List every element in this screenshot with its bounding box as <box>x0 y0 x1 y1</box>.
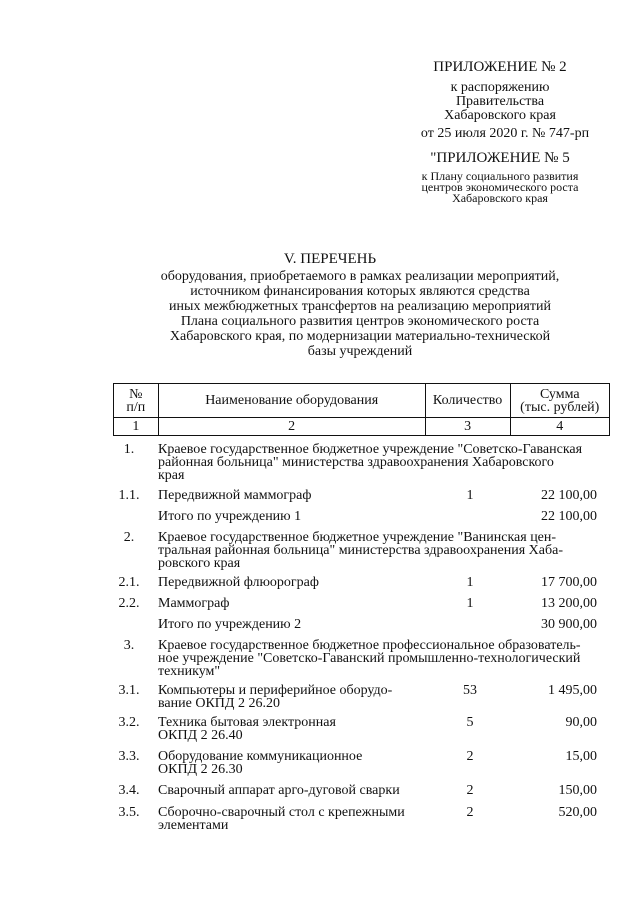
header-index-3: 3 <box>425 418 510 436</box>
equipment-quantity: 53 <box>463 683 477 698</box>
equipment-name <box>158 806 405 832</box>
equipment-quantity: 1 <box>466 596 474 611</box>
row-number: 1.1. <box>118 488 140 503</box>
order-date: от 25 июля 2020 г. № 747-рп <box>420 126 590 141</box>
institution-name <box>158 531 563 570</box>
table-header <box>113 383 610 436</box>
institution-line: Краевое государственное бюджетное учреждение "Советско-Гаванская <box>158 442 583 457</box>
subtitle-line: Плана социального развития центров экономического роста <box>180 314 540 329</box>
institution-line: Краевое государственное бюджетное учреждение "Ванинская цен- <box>158 530 557 545</box>
government-label: Правительства <box>455 94 545 109</box>
equipment-name: Передвижной флюорограф <box>158 575 319 590</box>
institution-line: районная больница" министерства здравоохранения Хабаровского <box>158 455 554 470</box>
institution-line: ровского края <box>158 556 241 571</box>
equipment-name: Маммограф <box>158 596 230 611</box>
institution-line: Краевое государственное бюджетное профессиональное образователь- <box>158 638 581 653</box>
equipment-quantity: 2 <box>466 783 474 798</box>
equipment-name <box>158 750 362 776</box>
subtitle-line: оборудования, приобретаемого в рамках реализации мероприятий, <box>160 269 560 284</box>
equipment-sum: 15,00 <box>565 749 597 764</box>
equipment-name: Сварочный аппарат арго-дуговой сварки <box>158 783 400 798</box>
row-number: 1. <box>123 442 135 457</box>
header-index-4: 4 <box>510 418 609 436</box>
institution-line: ное учреждение "Советско-Гаванский промышленно-технологический <box>158 651 581 666</box>
institution-name <box>158 639 581 678</box>
equipment-line: элементами <box>158 818 229 833</box>
institution-total-sum: 22 100,00 <box>541 509 597 524</box>
row-number: 3. <box>123 638 135 653</box>
equipment-name <box>158 684 392 710</box>
plan-reference-line2: центров экономического роста <box>421 180 579 194</box>
header-cell-quantity: Количество <box>425 384 510 418</box>
equipment-line: вание ОКПД 2 26.20 <box>158 696 280 711</box>
appendix5-heading: "ПРИЛОЖЕНИЕ № 5 <box>430 150 570 166</box>
row-number: 3.1. <box>118 683 140 698</box>
document-title: V. ПЕРЕЧЕНЬ <box>283 251 377 267</box>
row-number: 3.3. <box>118 749 140 764</box>
subtitle-line: базы учреждений <box>307 344 413 359</box>
row-number: 2.1. <box>118 575 140 590</box>
subtitle-line: иных межбюджетных трансфертов на реализацию мероприятий <box>169 299 551 314</box>
header-sum-label: Сумма <box>539 386 580 402</box>
equipment-line: Сборочно-сварочный стол с крепежными <box>158 805 405 820</box>
equipment-sum: 1 495,00 <box>548 683 597 698</box>
row-number: 3.2. <box>118 715 140 730</box>
header-sum-sublabel: (тыс. рублей) <box>520 399 600 415</box>
equipment-quantity: 2 <box>466 805 474 820</box>
header-number-sublabel: п/п <box>126 399 146 415</box>
equipment-sum: 520,00 <box>558 805 597 820</box>
header-cell-name: Наименование оборудования <box>158 384 425 418</box>
region-label: Хабаровского края <box>444 108 556 123</box>
subtitle-line: Хабаровского края, по модернизации материально-технической <box>169 329 551 344</box>
header-index-1: 1 <box>114 418 159 436</box>
equipment-quantity: 5 <box>466 715 474 730</box>
appendix-heading: ПРИЛОЖЕНИЕ № 2 <box>433 59 567 75</box>
header-index-2: 2 <box>158 418 425 436</box>
equipment-name: Передвижной маммограф <box>158 488 312 503</box>
equipment-line: ОКПД 2 26.40 <box>158 728 243 743</box>
header-number-label: № <box>129 386 143 402</box>
order-reference: к распоряжению <box>450 80 550 95</box>
row-number: 2.2. <box>118 596 140 611</box>
equipment-line: Техника бытовая электронная <box>158 715 336 730</box>
header-cell-sum <box>510 384 609 418</box>
plan-reference-line3: Хабаровского края <box>452 191 548 205</box>
document-subtitle <box>110 269 610 359</box>
institution-total-label: Итого по учреждению 1 <box>158 509 302 524</box>
equipment-line: ОКПД 2 26.30 <box>158 762 243 777</box>
plan-reference-line1: к Плану социального развития <box>421 169 579 183</box>
header-cell-number <box>114 384 159 418</box>
equipment-sum: 90,00 <box>565 715 597 730</box>
institution-total-sum: 30 900,00 <box>541 617 597 632</box>
institution-name <box>158 443 582 482</box>
equipment-quantity: 1 <box>466 488 474 503</box>
equipment-name <box>158 716 336 742</box>
equipment-quantity: 1 <box>466 575 474 590</box>
row-number: 3.4. <box>118 783 140 798</box>
equipment-sum: 22 100,00 <box>541 488 597 503</box>
institution-total-label: Итого по учреждению 2 <box>158 617 302 632</box>
row-number: 2. <box>123 530 135 545</box>
institution-line: техникум" <box>158 664 221 679</box>
row-number: 3.5. <box>118 805 140 820</box>
equipment-sum: 13 200,00 <box>541 596 597 611</box>
equipment-sum: 17 700,00 <box>541 575 597 590</box>
equipment-sum: 150,00 <box>558 783 597 798</box>
equipment-line: Компьютеры и периферийное оборудо- <box>158 683 393 698</box>
equipment-line: Оборудование коммуникационное <box>158 749 363 764</box>
institution-line: края <box>158 468 185 483</box>
subtitle-line: источником финансирования которых являются средства <box>190 284 530 299</box>
equipment-quantity: 2 <box>466 749 474 764</box>
institution-line: тральная районная больница" министерства здравоохранения Хаба- <box>158 543 564 558</box>
